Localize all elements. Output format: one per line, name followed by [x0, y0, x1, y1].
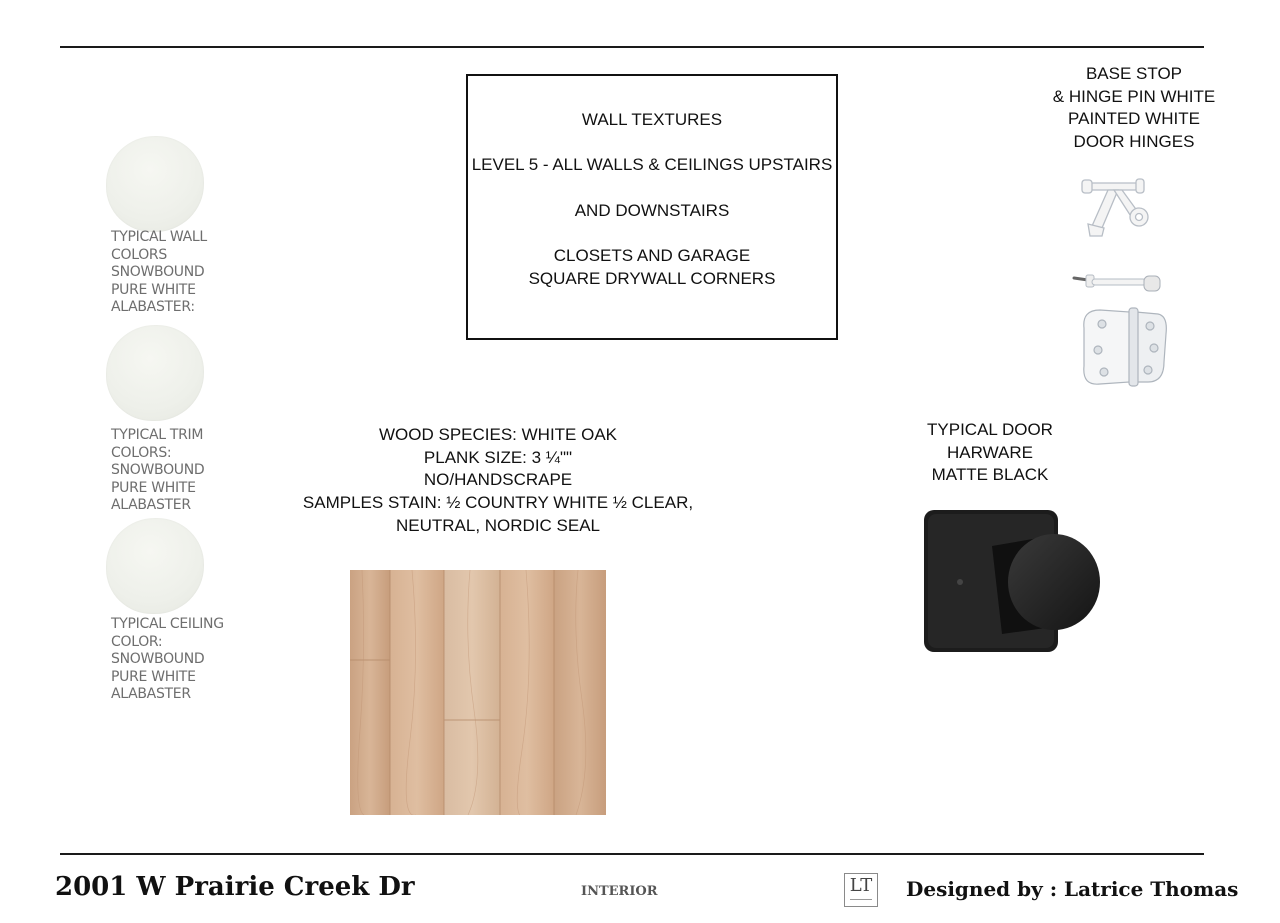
wall-textures-closets-block: [468, 245, 836, 290]
wall-textures-level: LEVEL 5 - ALL WALLS & CEILINGS UPSTAIRS: [471, 155, 833, 174]
wood-floor-sample-image: [350, 570, 606, 815]
hinge-pin-stop-image: [1078, 176, 1156, 242]
hinges-spec-text: BASE STOP & HINGE PIN WHITE PAINTED WHITE DOOR HINGES: [1052, 64, 1216, 152]
trim-color-swatch: [106, 325, 204, 421]
wall-color-swatch: [106, 136, 204, 232]
wood-spec-text: WOOD SPECIES: WHITE OAK PLANK SIZE: 3 ¼"" NO/HANDSCRAPE SAMPLES STAIN: ½ COUNTRY WHITE ½ CLEAR, NEUTRAL, NORDIC SEAL: [302, 425, 694, 535]
door-knob-image: [922, 506, 1102, 656]
wall-color-label: TYPICAL WALL COLORS SNOWBOUND PURE WHITE ALABASTER:: [111, 229, 207, 315]
door-hardware-spec-text: TYPICAL DOOR HARWARE MATTE BLACK: [927, 420, 1053, 485]
wall-textures-corners: SQUARE DRYWALL CORNERS: [528, 268, 776, 288]
trim-color-label: TYPICAL TRIM COLORS: SNOWBOUND PURE WHITE ALABASTER: [111, 427, 205, 513]
wall-textures-downstairs: AND DOWNSTAIRS: [574, 201, 730, 220]
wall-textures-box: [466, 74, 838, 340]
base-stop-image: [1072, 266, 1164, 298]
ceiling-color-swatch: [106, 518, 204, 614]
top-divider: [60, 46, 1204, 48]
door-hinge-image: [1078, 306, 1170, 388]
logo-monogram: LT: [849, 875, 873, 896]
wall-textures-title: WALL TEXTURES: [581, 110, 723, 129]
designer-logo: [844, 873, 878, 907]
designer-credit: Designed by : Latrice Thomas: [906, 877, 1239, 901]
section-label: INTERIOR: [581, 884, 658, 899]
logo-underline: [850, 899, 872, 900]
bottom-divider: [60, 853, 1204, 855]
ceiling-color-label: TYPICAL CEILING COLOR: SNOWBOUND PURE WHITE ALABASTER: [111, 616, 224, 702]
wall-textures-closets: CLOSETS AND GARAGE: [553, 246, 751, 265]
project-address: 2001 W Prairie Creek Dr: [55, 872, 415, 902]
